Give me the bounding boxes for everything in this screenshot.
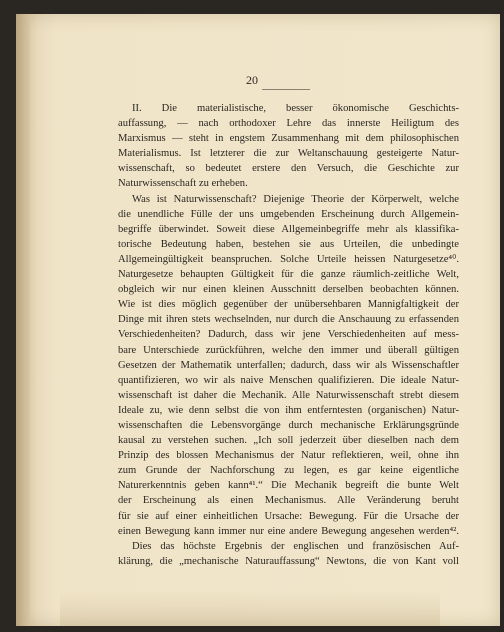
text-line: Naturgesetze behaupten Gültigkeit für die ganze räumlich-zeitliche Welt, [118,269,459,281]
text-line: für sie auf einer einheitlichen Ursache: Bewegung. Für die Ursache der [118,510,459,522]
text-line: auffassung, — nach orthodoxer Lehre das innerste Heiligtum des [118,118,459,130]
text-line: II. Die materialistische, besser ökonomische Geschichts- [132,103,459,114]
text-line: Marxismus — steht in engstem Zusammenhang mit dem philosophischen [118,133,459,145]
text-line: klärung, die „mechanische Naturauffassung“ Newtons, die von Kant voll [118,555,459,567]
text-line: der Erscheinung als einen Mechanismus. Alle Veränderung beruht [118,495,459,507]
page-gutter-shadow [16,14,30,626]
text-line: kausal zu verstehen suchen. „Ich soll jederzeit über dieselben nach dem [118,435,459,447]
page-number: 20 [246,73,258,87]
text-line: Naturwissenschaft zu erheben. [118,178,248,190]
page-number-rule [262,89,310,90]
text-line: wissenschaften die Lebensvorgänge durch mechanische Erklärungsgründe [118,419,459,431]
text-line: Naturerkenntnis geben kann⁴¹.“ Die Mechanik begreift die bunte Welt [118,480,459,492]
text-line: die unendliche Fülle der uns umgebenden Erscheinung durch Allgemein- [118,208,459,220]
text-line: Wie ist dies möglich gegenüber der unübersehbaren Mannigfaltigkeit der [118,299,459,311]
text-line: Gesetzen der Mathematik unterfallen; dadurch, dass wir als Wissenschaftler [118,359,459,371]
text-line: einen Bewegung kann immer nur eine andere Bewegung angesehen werden⁴². [118,525,459,537]
text-line: begriffe überwindet. Soweit diese Allgemeinbegriffe mehr als klassifika- [118,223,459,235]
page-discoloration [60,590,440,626]
text-line: bare Unterschiede zurückführen, welche den immer und überall gültigen [118,344,459,356]
text-line: Was ist Naturwissenschaft? Diejenige Theorie der Körperwelt, welche [132,193,459,205]
text-line: obgleich wir nur einen kleinen Ausschnitt derselben beobachten können. [118,284,459,296]
text-line: Allgemeingültigkeit beanspruchen. Solche Urteile heissen Naturgesetze⁴⁰. [118,253,459,265]
text-line: wissenschaft ist daher die Mechanik. Alle Naturwissenschaft strebt diesem [118,389,459,401]
text-line: Ideale zu, wie denn selbst die von ihm entferntesten (organischen) Natur- [118,404,459,416]
text-line: Dinge mit ihren stets wechselnden, nur durch die Anschauung zu erfassenden [118,314,459,326]
text-line: torische Bedeutung haben, bestehen sie aus Urteilen, die unbedingte [118,238,459,250]
text-line: Verschiedenheiten? Dadurch, dass wir jene Verschiedenheiten auf mess- [118,329,459,341]
text-line: zum Grunde der Nachforschung zu legen, es gar keine eigentliche [118,465,459,477]
text-line: quantifizieren, wo wir als naive Menschen qualifizieren. Die ideale Natur- [118,374,459,386]
text-line: Dies das höchste Ergebnis der englischen und französischen Auf- [132,540,459,552]
text-line: wissenschaft, so bedeutet erstere den Versuch, die Geschichte zur [118,163,459,175]
text-line: Prinzip des blossen Mechanismus der Natur reflektieren, weil, ohne ihn [118,450,459,462]
body-text [118,101,459,569]
text-line: Materialismus. Ist letzterer die zur Weltanschauung gesteigerte Natur- [118,148,459,160]
